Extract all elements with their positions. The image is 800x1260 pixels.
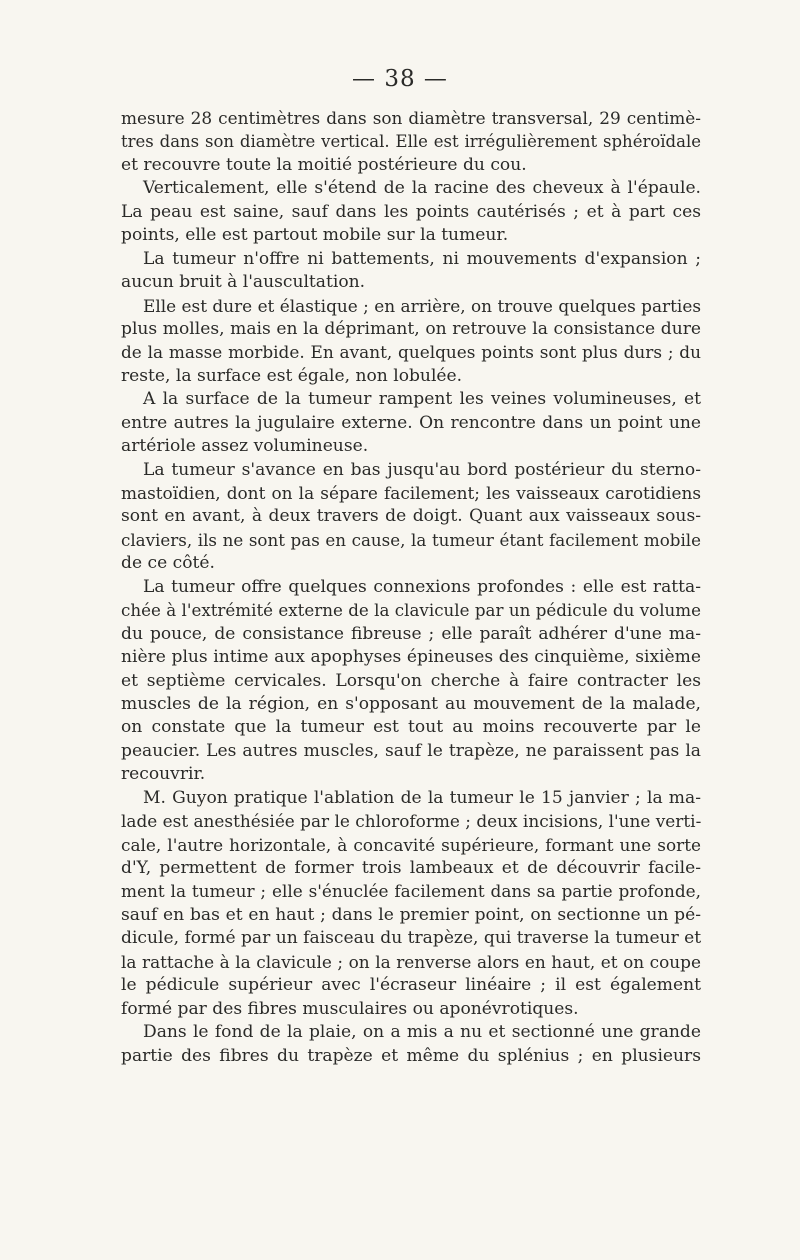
- text-line: Verticalement, elle s'étend de la racine des cheveux à l'épaule.: [143, 178, 701, 199]
- text-line: ment la tumeur ; elle s'énuclée facilement dans sa partie profonde,: [121, 881, 701, 902]
- page-number: — 38 —: [352, 66, 448, 92]
- text-line: le pédicule supérieur avec l'écraseur linéaire ; il est également: [121, 975, 701, 996]
- text-line: M. Guyon pratique l'ablation de la tumeur le 15 janvier ; la ma-: [143, 787, 701, 808]
- text-line: recouvrir.: [121, 764, 206, 785]
- text-line: sont en avant, à deux travers de doigt. Quant aux vaisseaux sous-: [121, 506, 701, 527]
- text-line: lade est anesthésiée par le chloroforme ; deux incisions, l'une verti-: [121, 811, 702, 832]
- text-line: d'Y, permettent de former trois lambeaux et de découvrir facile-: [121, 858, 701, 878]
- text-line: de la masse morbide. En avant, quelques points sont plus durs ; du: [121, 342, 701, 363]
- text-line: Elle est dure et élastique ; en arrière, on trouve quelques parties: [143, 295, 701, 316]
- text-line: La tumeur s'avance en bas jusqu'au bord postérieur du sterno-: [143, 459, 701, 480]
- text-line: dicule, formé par un faisceau du trapèze, qui traverse la tumeur et: [121, 928, 702, 949]
- text-line: A la surface de la tumeur rampent les veines volumineuses, et: [143, 389, 701, 410]
- text-line: Dans le fond de la plaie, on a mis a nu et sectionné une grande: [143, 1022, 701, 1043]
- text-line: et recouvre toute la moitié postérieure du cou.: [121, 154, 527, 175]
- text-line: mesure 28 centimètres dans son diamètre transversal, 29 centimè-: [121, 108, 701, 128]
- text-line: reste, la surface est égale, non lobulée.: [121, 365, 463, 386]
- text-line: sauf en bas et en haut ; dans le premier point, on sectionne un pé-: [121, 904, 701, 925]
- text-line: points, elle est partout mobile sur la tumeur.: [121, 225, 509, 246]
- text-line: La tumeur n'offre ni battements, ni mouvements d'expansion ;: [143, 248, 701, 269]
- text-line: tres dans son diamètre vertical. Elle est irrégulièrement sphéroïdale: [121, 132, 701, 152]
- text-line: on constate que la tumeur est tout au moins recouverte par le: [121, 717, 701, 738]
- text-line: partie des fibres du trapèze et même du splénius ; en plusieurs: [121, 1045, 701, 1066]
- text-line: du pouce, de consistance fibreuse ; elle paraît adhérer d'une ma-: [121, 623, 701, 644]
- text-line: la rattache à la clavicule ; on la renverse alors en haut, et on coupe: [121, 951, 701, 972]
- text-line: et septième cervicales. Lorsqu'on cherche à faire contracter les: [121, 670, 701, 691]
- text-line: cale, l'autre horizontale, à concavité supérieure, formant une sorte: [121, 834, 701, 855]
- text-line: muscles de la région, en s'opposant au mouvement de la malade,: [121, 693, 701, 714]
- body-text: [121, 107, 701, 1068]
- text-line: peaucier. Les autres muscles, sauf le trapèze, ne paraissent pas la: [121, 740, 701, 761]
- text-line: plus molles, mais en la déprimant, on retrouve la consistance dure: [121, 318, 701, 339]
- text-line: de ce côté.: [121, 553, 215, 574]
- text-line: claviers, ils ne sont pas en cause, la tumeur étant facilement mobile: [121, 529, 701, 550]
- text-line: chée à l'extrémité externe de la clavicule par un pédicule du volume: [121, 600, 701, 621]
- text-line: formé par des fibres musculaires ou aponévrotiques.: [121, 998, 579, 1019]
- text-line: mastoïdien, dont on la sépare facilement; les vaisseaux carotidiens: [121, 483, 701, 503]
- text-line: aucun bruit à l'auscultation.: [121, 272, 366, 293]
- text-line: La peau est saine, sauf dans les points cautérisés ; et à part ces: [121, 201, 701, 222]
- text-line: entre autres la jugulaire externe. On rencontre dans un point une: [121, 412, 701, 433]
- text-line: artériole assez volumineuse.: [121, 436, 369, 457]
- text-line: nière plus intime aux apophyses épineuses des cinquième, sixième: [121, 647, 701, 668]
- text-line: La tumeur offre quelques connexions profondes : elle est ratta-: [143, 576, 701, 597]
